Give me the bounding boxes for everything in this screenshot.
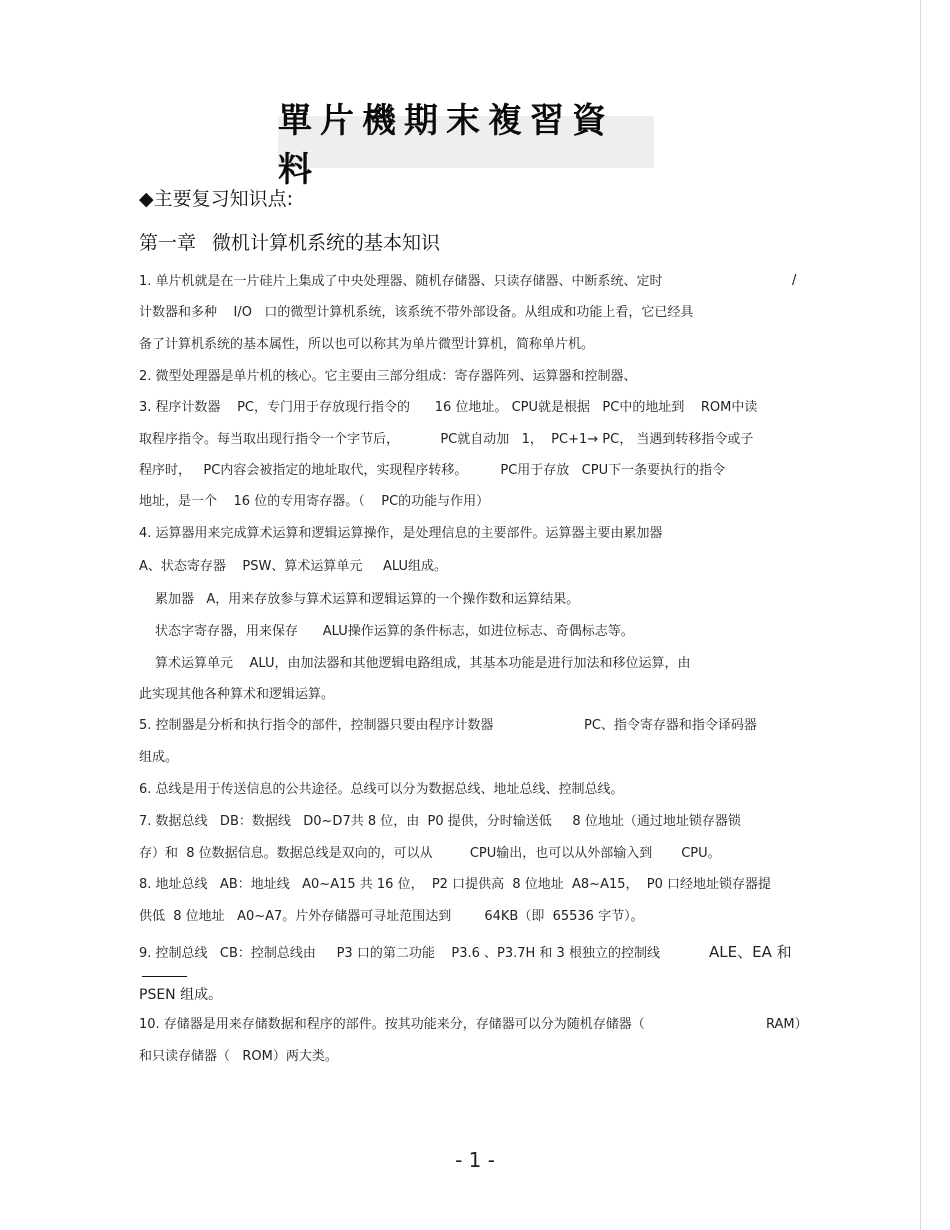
paragraph-line: 状态字寄存器，用来保存 ALU操作运算的条件标志，如进位标志、奇偶标志等。 — [155, 624, 634, 639]
paragraph-line: 6. 总线是用于传送信息的公共途径。总线可以分为数据总线、地址总线、控制总线。 — [139, 782, 624, 797]
paragraph-line: 7. 数据总线 DB：数据线 D0~D7共 8 位，由 P0 提供，分时输送低 8 位地址（通过地址锁存器锁 — [139, 814, 741, 829]
paragraph-line: 组成。 — [139, 750, 179, 765]
paragraph-line: RAM） — [766, 1017, 808, 1032]
paragraph-line: 3. 程序计数器 PC，专门用于存放现行指令的 16 位地址。 CPU就是根据 PC中的地址到 ROM中读 — [139, 400, 758, 415]
document-title-banner: 單片機期末複習資料 — [278, 116, 654, 168]
chapter-number: 第一章 — [139, 232, 197, 254]
paragraph-line: 2. 微型处理器是单片机的核心。它主要由三部分组成：寄存器阵列、运算器和控制器、 — [139, 369, 637, 384]
paragraph-line: ALE、EA 和 — [709, 943, 792, 961]
psen-overline — [142, 976, 187, 977]
paragraph-line: PC、指令寄存器和指令译码器 — [584, 718, 757, 733]
chapter-title: 微机计算机系统的基本知识 — [212, 232, 441, 254]
chapter-heading — [139, 228, 440, 255]
paragraph-line: 备了计算机系统的基本属性，所以也可以称其为单片微型计算机，简称单片机。 — [139, 337, 595, 352]
page-number: - 1 - — [455, 1148, 495, 1172]
paragraph-line: 供低 8 位地址 A0~A7。片外存储器可寻址范围达到 64KB（即 65536 字节）。 — [139, 909, 644, 924]
paragraph-line: A、状态寄存器 PSW、算术运算单元 ALU组成。 — [139, 559, 448, 574]
paragraph-line: 4. 运算器用来完成算术运算和逻辑运算操作，是处理信息的主要部件。运算器主要由累加器 — [139, 526, 663, 541]
paragraph-line: 累加器 A，用来存放参与算术运算和逻辑运算的一个操作数和运算结果。 — [155, 592, 580, 607]
paragraph-line: 5. 控制器是分析和执行指令的部件，控制器只要由程序计数器 — [139, 718, 494, 733]
paragraph-line: 1. 单片机就是在一片硅片上集成了中央处理器、随机存储器、只读存储器、中断系统、定时 — [139, 274, 663, 289]
paragraph-line: 8. 地址总线 AB：地址线 A0~A15 共 16 位， P2 口提供高 8 位地址 A8~A15， P0 口经地址锁存器提 — [139, 877, 772, 892]
paragraph-line: 取程序指令。每当取出现行指令一个字节后， PC就自动加 1， PC+1→ PC， 当遇到转移指令或子 — [139, 432, 754, 447]
paragraph-line: 计数器和多种 I/O 口的微型计算机系统，该系统不带外部设备。从组成和功能上看，它已经具 — [139, 305, 694, 320]
paragraph-line: 9. 控制总线 CB：控制总线由 P3 口的第二功能 P3.6 、P3.7H 和 3 根独立的控制线 — [139, 946, 660, 961]
paragraph-line: 和只读存储器（ ROM）两大类。 — [139, 1049, 338, 1064]
paragraph-line: 程序时， PC内容会被指定的地址取代，实现程序转移。 PC用于存放 CPU下一条要执行的指令 — [139, 463, 726, 478]
page-edge — [920, 0, 921, 1230]
paragraph-line: / — [792, 273, 797, 288]
paragraph-line: 地址，是一个 16 位的专用寄存器。（ PC的功能与作用） — [139, 494, 490, 509]
paragraph-line: 存）和 8 位数据信息。数据总线是双向的，可以从 CPU输出，也可以从外部输入到 CPU。 — [139, 846, 721, 861]
paragraph-line: 10. 存储器是用来存储数据和程序的部件。按其功能来分，存储器可以分为随机存储器（ — [139, 1017, 645, 1032]
paragraph-line: 算术运算单元 ALU，由加法器和其他逻辑电路组成，其基本功能是进行加法和移位运算，由 — [155, 656, 691, 671]
paragraph-line: 此实现其他各种算术和逻辑运算。 — [139, 687, 335, 702]
paragraph-line: PSEN 组成。 — [139, 987, 223, 1003]
section-heading: ◆主要复习知识点: — [139, 188, 294, 210]
